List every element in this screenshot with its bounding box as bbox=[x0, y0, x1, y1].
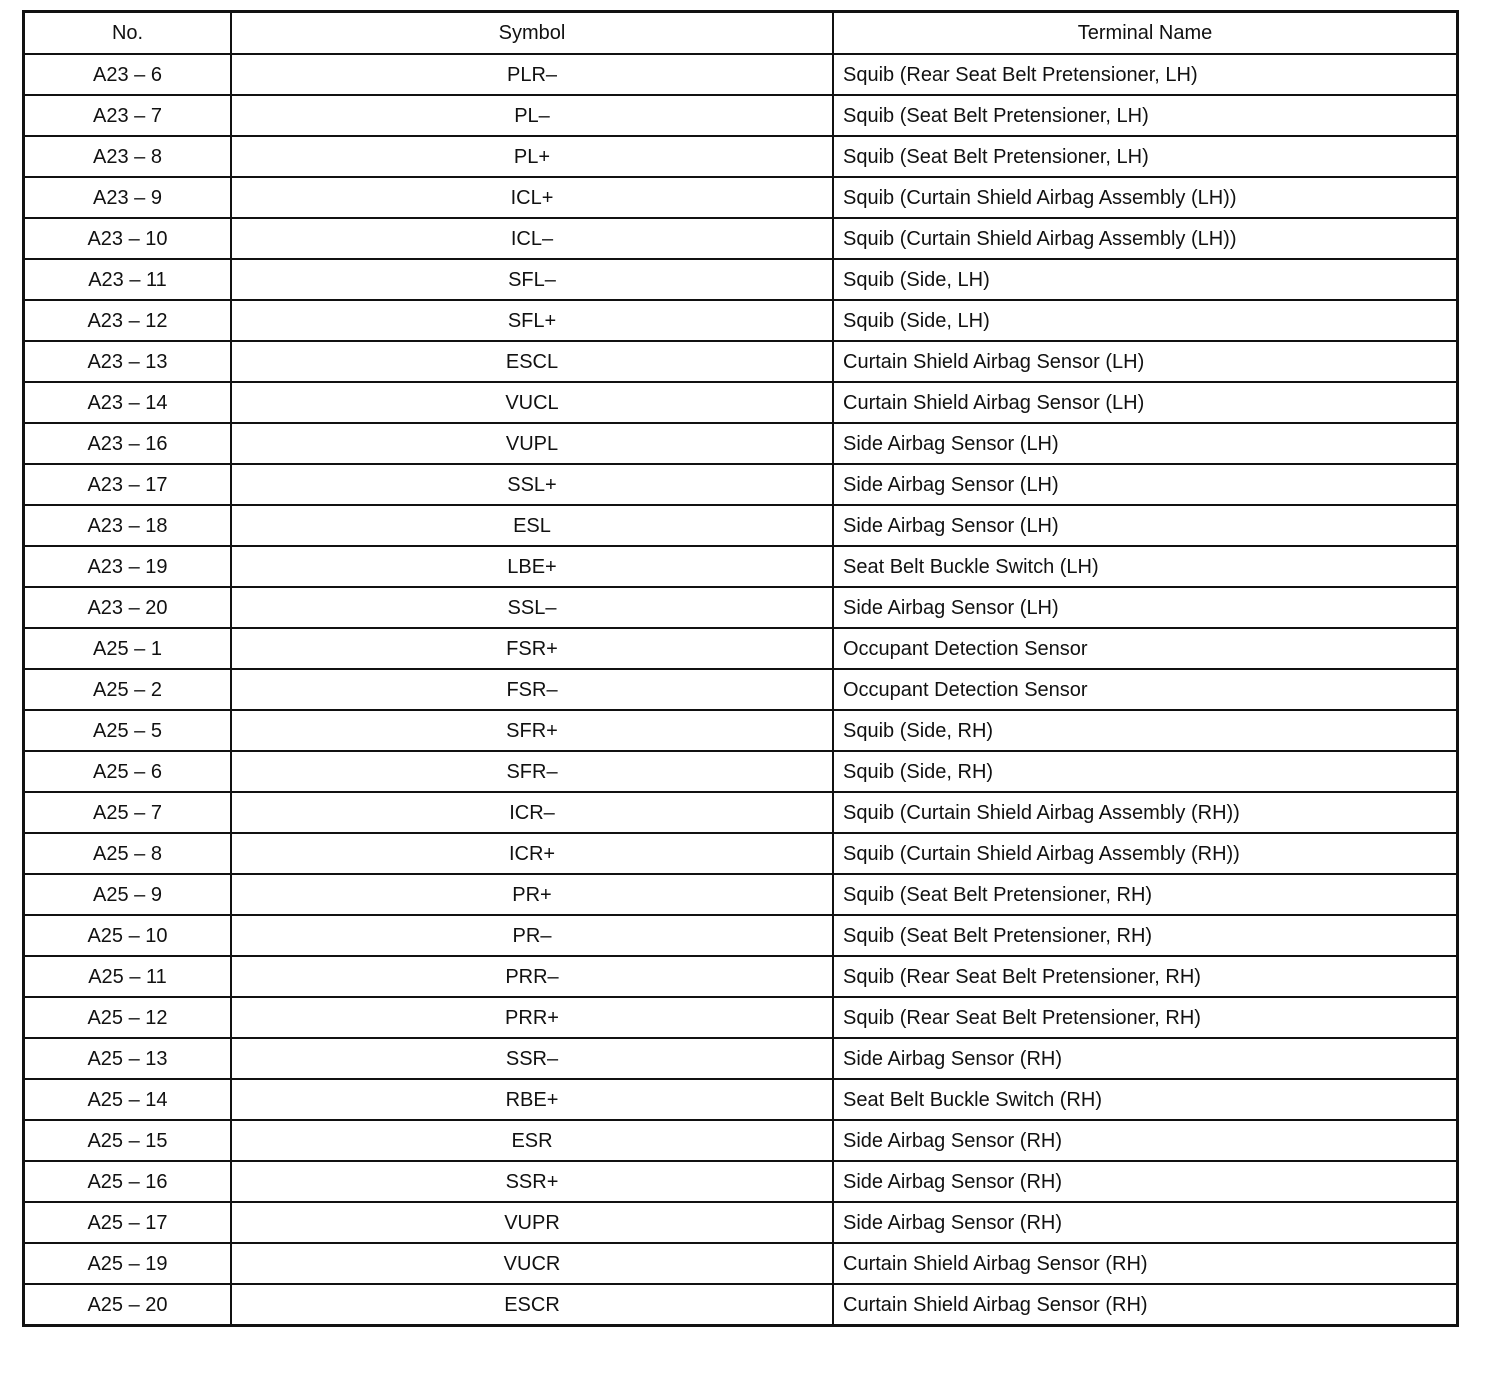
cell-terminal-name: Squib (Curtain Shield Airbag Assembly (LH)) bbox=[833, 177, 1458, 218]
table-body bbox=[24, 54, 1458, 1326]
cell-no: A25 – 17 bbox=[24, 1202, 232, 1243]
cell-terminal-name: Curtain Shield Airbag Sensor (LH) bbox=[833, 382, 1458, 423]
cell-terminal-name: Occupant Detection Sensor bbox=[833, 628, 1458, 669]
cell-terminal-name: Squib (Rear Seat Belt Pretensioner, RH) bbox=[833, 997, 1458, 1038]
table-row bbox=[24, 587, 1458, 628]
table-row bbox=[24, 833, 1458, 874]
cell-terminal-name: Side Airbag Sensor (LH) bbox=[833, 587, 1458, 628]
cell-no: A23 – 14 bbox=[24, 382, 232, 423]
table-row bbox=[24, 751, 1458, 792]
cell-no: A23 – 11 bbox=[24, 259, 232, 300]
cell-symbol: PRR– bbox=[231, 956, 833, 997]
table-row bbox=[24, 546, 1458, 587]
cell-no: A23 – 10 bbox=[24, 218, 232, 259]
cell-terminal-name: Squib (Side, RH) bbox=[833, 710, 1458, 751]
cell-symbol: ICL– bbox=[231, 218, 833, 259]
cell-terminal-name: Squib (Rear Seat Belt Pretensioner, RH) bbox=[833, 956, 1458, 997]
cell-terminal-name: Side Airbag Sensor (RH) bbox=[833, 1161, 1458, 1202]
cell-terminal-name: Side Airbag Sensor (RH) bbox=[833, 1038, 1458, 1079]
cell-no: A25 – 10 bbox=[24, 915, 232, 956]
header-terminal-name: Terminal Name bbox=[833, 12, 1458, 55]
cell-symbol: SFL+ bbox=[231, 300, 833, 341]
cell-no: A25 – 14 bbox=[24, 1079, 232, 1120]
cell-symbol: SFL– bbox=[231, 259, 833, 300]
cell-terminal-name: Squib (Rear Seat Belt Pretensioner, LH) bbox=[833, 54, 1458, 95]
cell-symbol: PL– bbox=[231, 95, 833, 136]
cell-no: A25 – 7 bbox=[24, 792, 232, 833]
table-row bbox=[24, 915, 1458, 956]
cell-symbol: ESR bbox=[231, 1120, 833, 1161]
cell-terminal-name: Curtain Shield Airbag Sensor (LH) bbox=[833, 341, 1458, 382]
cell-no: A25 – 9 bbox=[24, 874, 232, 915]
cell-no: A25 – 6 bbox=[24, 751, 232, 792]
cell-no: A25 – 8 bbox=[24, 833, 232, 874]
cell-terminal-name: Side Airbag Sensor (LH) bbox=[833, 423, 1458, 464]
table-row bbox=[24, 177, 1458, 218]
table-row bbox=[24, 54, 1458, 95]
header-symbol: Symbol bbox=[231, 12, 833, 55]
cell-terminal-name: Squib (Side, RH) bbox=[833, 751, 1458, 792]
terminal-table bbox=[22, 10, 1459, 1327]
cell-no: A25 – 19 bbox=[24, 1243, 232, 1284]
cell-no: A23 – 6 bbox=[24, 54, 232, 95]
table-row bbox=[24, 423, 1458, 464]
cell-no: A23 – 20 bbox=[24, 587, 232, 628]
cell-no: A25 – 20 bbox=[24, 1284, 232, 1326]
table-row bbox=[24, 1284, 1458, 1326]
cell-symbol: FSR+ bbox=[231, 628, 833, 669]
header-no: No. bbox=[24, 12, 232, 55]
cell-symbol: PL+ bbox=[231, 136, 833, 177]
table-row bbox=[24, 628, 1458, 669]
cell-symbol: VUPL bbox=[231, 423, 833, 464]
cell-no: A23 – 7 bbox=[24, 95, 232, 136]
table-row bbox=[24, 669, 1458, 710]
cell-no: A23 – 13 bbox=[24, 341, 232, 382]
table-row bbox=[24, 956, 1458, 997]
cell-symbol: PR– bbox=[231, 915, 833, 956]
cell-terminal-name: Squib (Curtain Shield Airbag Assembly (RH)) bbox=[833, 792, 1458, 833]
cell-symbol: VUCR bbox=[231, 1243, 833, 1284]
table-row bbox=[24, 341, 1458, 382]
cell-no: A23 – 16 bbox=[24, 423, 232, 464]
table-row bbox=[24, 136, 1458, 177]
table-row bbox=[24, 1120, 1458, 1161]
cell-no: A25 – 2 bbox=[24, 669, 232, 710]
cell-symbol: SSR– bbox=[231, 1038, 833, 1079]
cell-symbol: SFR– bbox=[231, 751, 833, 792]
cell-terminal-name: Occupant Detection Sensor bbox=[833, 669, 1458, 710]
table-row bbox=[24, 464, 1458, 505]
cell-no: A23 – 12 bbox=[24, 300, 232, 341]
cell-no: A23 – 8 bbox=[24, 136, 232, 177]
cell-symbol: FSR– bbox=[231, 669, 833, 710]
cell-no: A23 – 18 bbox=[24, 505, 232, 546]
cell-no: A23 – 9 bbox=[24, 177, 232, 218]
table-row bbox=[24, 382, 1458, 423]
table-row bbox=[24, 259, 1458, 300]
cell-terminal-name: Squib (Seat Belt Pretensioner, LH) bbox=[833, 136, 1458, 177]
cell-symbol: VUPR bbox=[231, 1202, 833, 1243]
cell-terminal-name: Squib (Seat Belt Pretensioner, LH) bbox=[833, 95, 1458, 136]
cell-symbol: PRR+ bbox=[231, 997, 833, 1038]
cell-terminal-name: Seat Belt Buckle Switch (RH) bbox=[833, 1079, 1458, 1120]
table-row bbox=[24, 1243, 1458, 1284]
cell-symbol: SFR+ bbox=[231, 710, 833, 751]
cell-terminal-name: Squib (Seat Belt Pretensioner, RH) bbox=[833, 915, 1458, 956]
table-row bbox=[24, 710, 1458, 751]
cell-symbol: ESCR bbox=[231, 1284, 833, 1326]
cell-no: A25 – 1 bbox=[24, 628, 232, 669]
table-row bbox=[24, 1161, 1458, 1202]
table-row bbox=[24, 505, 1458, 546]
cell-symbol: VUCL bbox=[231, 382, 833, 423]
cell-symbol: ICL+ bbox=[231, 177, 833, 218]
cell-terminal-name: Squib (Side, LH) bbox=[833, 300, 1458, 341]
table-row bbox=[24, 874, 1458, 915]
cell-terminal-name: Side Airbag Sensor (RH) bbox=[833, 1120, 1458, 1161]
cell-no: A25 – 15 bbox=[24, 1120, 232, 1161]
cell-symbol: ESL bbox=[231, 505, 833, 546]
table-row bbox=[24, 792, 1458, 833]
cell-terminal-name: Curtain Shield Airbag Sensor (RH) bbox=[833, 1243, 1458, 1284]
cell-no: A25 – 5 bbox=[24, 710, 232, 751]
cell-terminal-name: Squib (Side, LH) bbox=[833, 259, 1458, 300]
cell-terminal-name: Squib (Curtain Shield Airbag Assembly (LH)) bbox=[833, 218, 1458, 259]
cell-terminal-name: Squib (Curtain Shield Airbag Assembly (RH)) bbox=[833, 833, 1458, 874]
table-row bbox=[24, 1202, 1458, 1243]
cell-symbol: SSL– bbox=[231, 587, 833, 628]
cell-symbol: ESCL bbox=[231, 341, 833, 382]
cell-terminal-name: Side Airbag Sensor (RH) bbox=[833, 1202, 1458, 1243]
table-row bbox=[24, 300, 1458, 341]
cell-no: A23 – 17 bbox=[24, 464, 232, 505]
cell-no: A25 – 13 bbox=[24, 1038, 232, 1079]
cell-symbol: ICR– bbox=[231, 792, 833, 833]
cell-terminal-name: Curtain Shield Airbag Sensor (RH) bbox=[833, 1284, 1458, 1326]
cell-terminal-name: Seat Belt Buckle Switch (LH) bbox=[833, 546, 1458, 587]
table-header bbox=[24, 12, 1458, 55]
cell-no: A25 – 11 bbox=[24, 956, 232, 997]
cell-no: A23 – 19 bbox=[24, 546, 232, 587]
header-row bbox=[24, 12, 1458, 55]
cell-symbol: SSR+ bbox=[231, 1161, 833, 1202]
cell-no: A25 – 16 bbox=[24, 1161, 232, 1202]
cell-symbol: LBE+ bbox=[231, 546, 833, 587]
cell-terminal-name: Side Airbag Sensor (LH) bbox=[833, 505, 1458, 546]
table-row bbox=[24, 218, 1458, 259]
cell-no: A25 – 12 bbox=[24, 997, 232, 1038]
table-row bbox=[24, 95, 1458, 136]
cell-symbol: ICR+ bbox=[231, 833, 833, 874]
cell-symbol: PR+ bbox=[231, 874, 833, 915]
cell-terminal-name: Squib (Seat Belt Pretensioner, RH) bbox=[833, 874, 1458, 915]
cell-symbol: RBE+ bbox=[231, 1079, 833, 1120]
cell-symbol: SSL+ bbox=[231, 464, 833, 505]
cell-symbol: PLR– bbox=[231, 54, 833, 95]
cell-terminal-name: Side Airbag Sensor (LH) bbox=[833, 464, 1458, 505]
table-row bbox=[24, 1038, 1458, 1079]
table-row bbox=[24, 1079, 1458, 1120]
table-row bbox=[24, 997, 1458, 1038]
